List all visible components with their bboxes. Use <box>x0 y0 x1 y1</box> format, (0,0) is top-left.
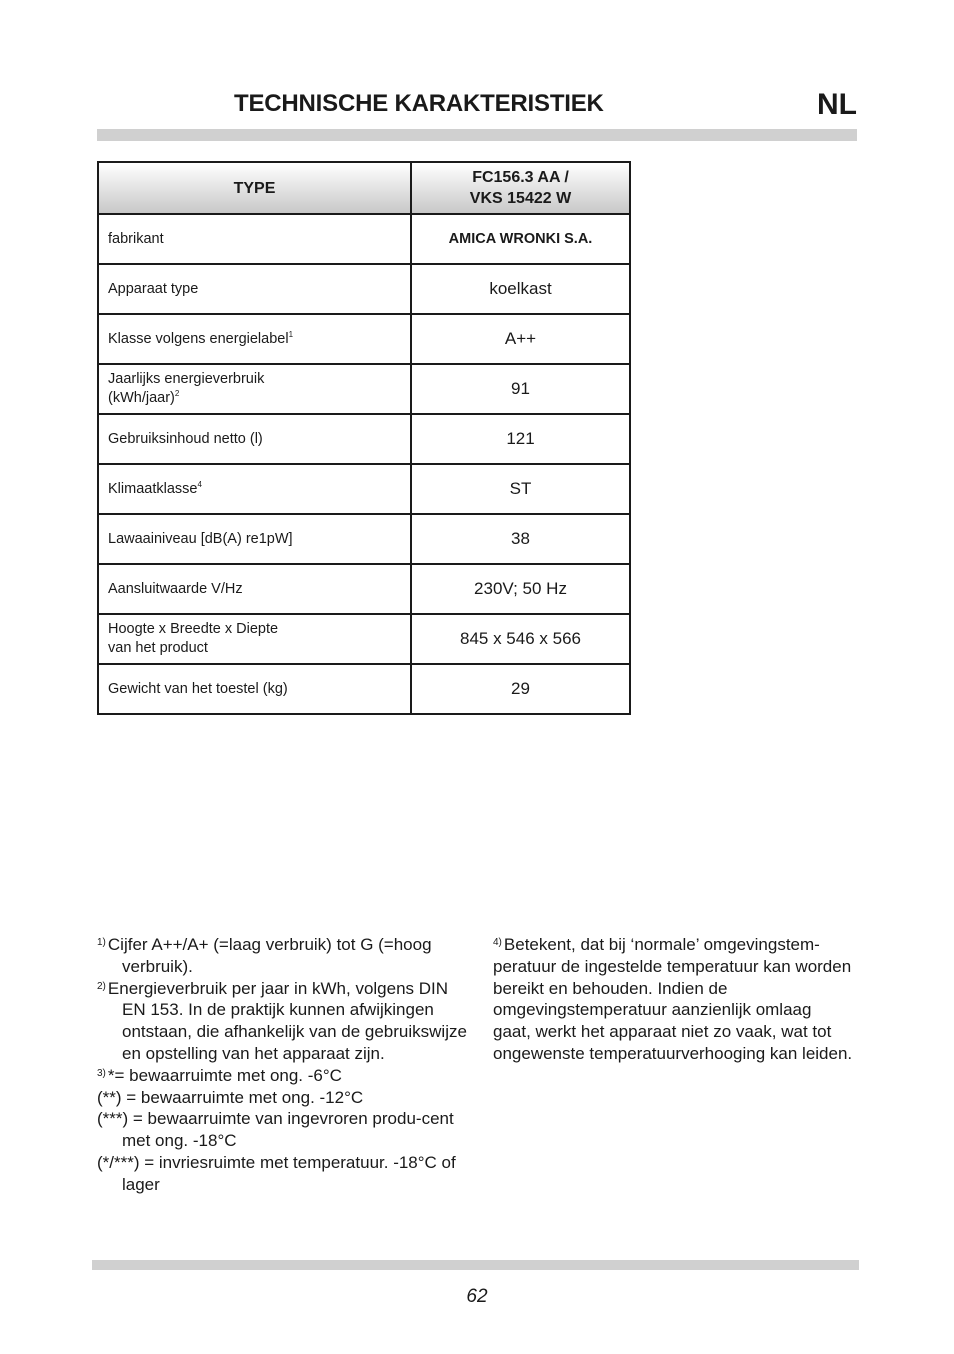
row-label: Jaarlijks energieverbruik (kWh/jaar)$^2$ <box>98 364 411 414</box>
row-label: Klasse volgens energielabel$^1$ <box>98 314 411 364</box>
row-value: 230V; 50 Hz <box>411 564 630 614</box>
footnote-3b: (**) = bewaarruimte met ong. -12°C <box>97 1087 364 1107</box>
model-header <box>411 162 630 214</box>
table-row <box>98 214 630 264</box>
row-value: 845 x 546 x 566 <box>411 614 630 664</box>
row-label: Gebruiksinhoud netto (l) <box>98 414 411 464</box>
row-label: Hoogte x Breedte x Diepte van het product <box>98 614 411 664</box>
row-value: 121 <box>411 414 630 464</box>
row-value: 91 <box>411 364 630 414</box>
footnote-ref: 2 <box>174 389 180 399</box>
table-row <box>98 664 630 714</box>
table-row <box>98 564 630 614</box>
footnote-ref: 1 <box>288 329 294 339</box>
footnote-1: $^{1)}$ Cijfer A++/A+ (=laag verbruik) tot G (=hoog verbruik). <box>97 935 432 976</box>
table-row <box>98 514 630 564</box>
row-value: 38 <box>411 514 630 564</box>
row-label: Klimaatklasse$^4$ <box>98 464 411 514</box>
row-value: AMICA WRONKI S.A. <box>411 214 630 264</box>
footnote-3a: $^{3)}$ *= bewaarruimte met ong. -6°C <box>97 1065 342 1085</box>
language-code: NL <box>817 88 857 121</box>
row-label: Gewicht van het toestel (kg) <box>98 664 411 714</box>
row-value: A++ <box>411 314 630 364</box>
footnote-4: $^{4)}$ Betekent, dat bij ‘normale’ omgevingstem-peratuur de ingestelde temperatuur kan worden bereikt en behouden. Indien de omgevingstemperatuur aanzienlijk omlaag gaat, werkt het apparaat niet zo vaak, wat tot ongewenste temperatuurverhooging kan leiden. <box>493 935 853 1063</box>
footnotes-left <box>97 934 467 1196</box>
type-header: TYPE <box>98 162 411 214</box>
table-row <box>98 364 630 414</box>
row-label: Aansluitwaarde V/Hz <box>98 564 411 614</box>
row-value: koelkast <box>411 264 630 314</box>
row-label: fabrikant <box>98 214 411 264</box>
footnote-ref: 4 <box>197 479 202 489</box>
footnote-3c: (***) = bewaarruimte van ingevroren produ-cent met ong. -18°C <box>97 1109 454 1151</box>
table-row <box>98 614 630 664</box>
model-line-2: VKS 15422 W <box>469 190 572 207</box>
page-title: TECHNISCHE KARAKTERISTIEK <box>234 90 604 117</box>
table-row <box>98 314 630 364</box>
table-row <box>98 264 630 314</box>
model-line-1: FC156.3 AA / <box>472 169 569 186</box>
footer-divider <box>92 1260 859 1270</box>
row-label: Lawaainiveau [dB(A) re1pW] <box>98 514 411 564</box>
footnotes-right <box>493 934 853 1065</box>
table-row <box>98 464 630 514</box>
page-number: 62 <box>466 1286 488 1307</box>
table-header-row <box>98 162 630 214</box>
footnote-2: $^{2)}$ Energieverbruik per jaar in kWh, volgens DIN EN 153. In de praktijk kunnen afwijkingen ontstaan, die afhankelijk van de gebruikswijze en opstelling van het apparaat zijn. <box>97 978 467 1063</box>
header-divider <box>97 129 857 141</box>
row-value: ST <box>411 464 630 514</box>
row-value: 29 <box>411 664 630 714</box>
footnote-3d: (*/***) = invriesruimte met temperatuur. -18°C of lager <box>97 1152 456 1194</box>
row-label: Apparaat type <box>98 264 411 314</box>
table-row <box>98 414 630 464</box>
technical-specs-table <box>97 161 631 715</box>
